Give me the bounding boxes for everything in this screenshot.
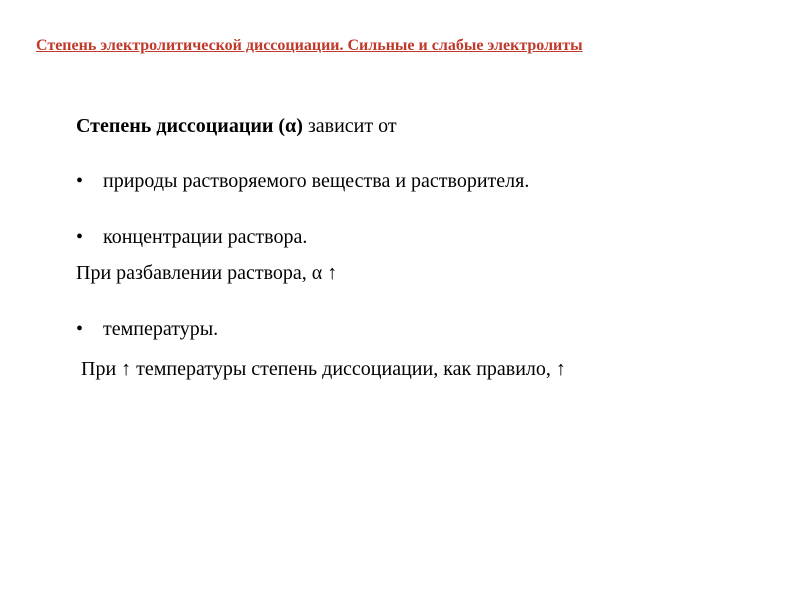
bullet-item-text: природы растворяемого вещества и растворителя. (103, 170, 530, 192)
bullet-icon: • (76, 318, 84, 340)
bullet-item-nature (76, 167, 529, 195)
bullet-item-concentration (76, 223, 307, 251)
intro-line (76, 112, 397, 140)
intro-bold-text: Степень диссоциации (α) (76, 115, 303, 137)
bullet-icon: • (76, 226, 84, 248)
slide-title: Степень электролитической диссоциации. Сильные и слабые электролиты (36, 37, 583, 54)
dilution-note: При разбавлении раствора, α ↑ (76, 262, 338, 284)
bullet-item-temperature (76, 315, 218, 343)
intro-rest-text: зависит от (302, 115, 397, 137)
temperature-note: При ↑ температуры степень диссоциации, как правило, ↑ (76, 358, 566, 380)
bullet-item-text: концентрации раствора. (103, 226, 308, 248)
bullet-item-text: температуры. (103, 318, 219, 340)
bullet-icon: • (76, 170, 84, 192)
